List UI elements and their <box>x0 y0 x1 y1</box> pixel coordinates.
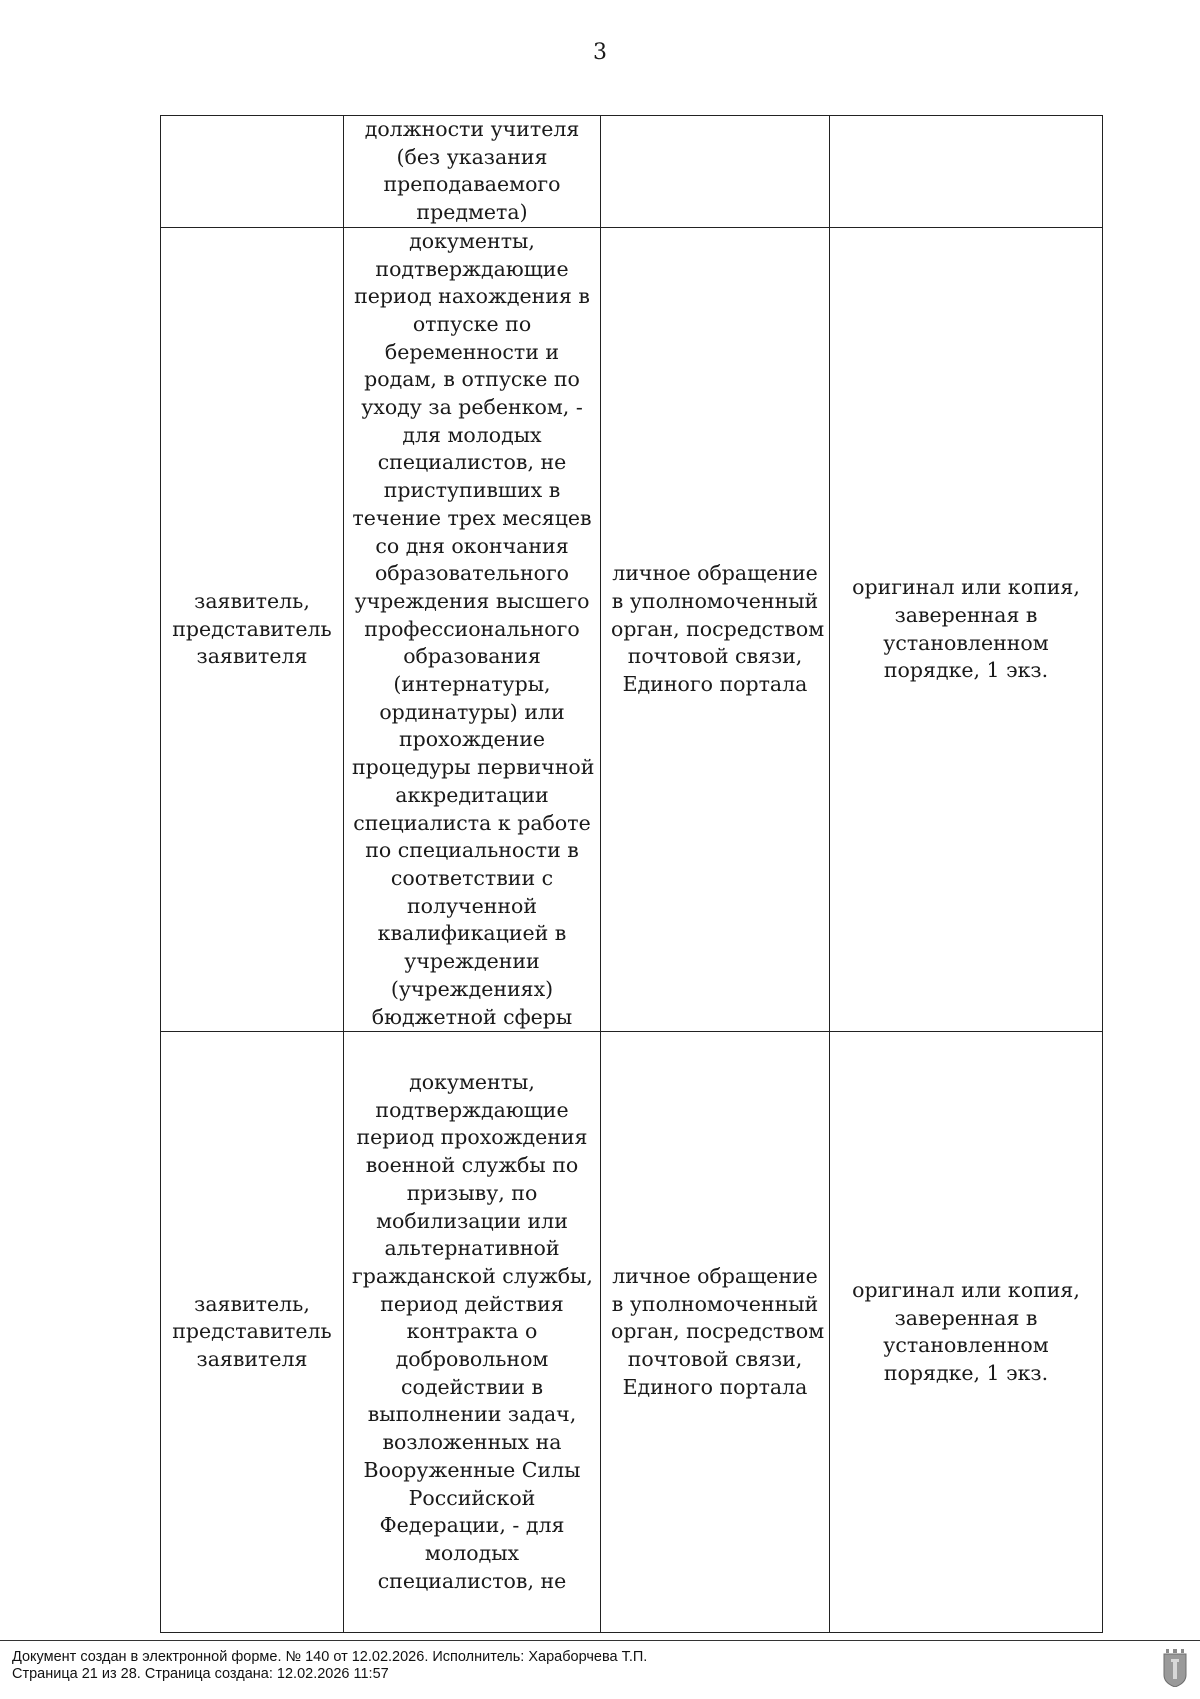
cell-text-line: почтовой связи, <box>627 644 803 669</box>
cell-text-line: для молодых <box>402 422 542 447</box>
cell-text-line: Федерации, - для <box>379 1513 565 1538</box>
document-form-cell <box>830 1032 1103 1633</box>
submission-method-cell <box>601 227 830 1031</box>
cell-text-line: образовательного <box>374 561 570 586</box>
cell-text-line: альтернативной <box>384 1236 560 1261</box>
document-form-cell <box>830 227 1103 1031</box>
footer-line-2: Страница 21 из 28. Страница создана: 12.02.2026 11:57 <box>12 1665 389 1682</box>
submission-method-cell <box>601 116 830 228</box>
table-row <box>161 227 1103 1031</box>
page-number: 3 <box>593 40 607 65</box>
cell-text-line: со дня окончания <box>375 533 569 558</box>
cell-text-line: период действия <box>380 1291 564 1316</box>
cell-text-line: процедуры первичной <box>352 755 595 780</box>
documents-cell <box>344 1032 601 1633</box>
cell-text-line: профессионального <box>364 616 580 641</box>
cell-text-line: подтверждающие <box>375 256 569 281</box>
cell-text-line: возложенных на <box>382 1430 562 1455</box>
cell-text-line: личное обращение <box>612 1263 818 1288</box>
cell-text-line: учреждения высшего <box>354 588 590 613</box>
cell-text-line: в уполномоченный <box>611 1291 819 1316</box>
cell-text-line: отпуске по <box>412 311 532 336</box>
cell-text-line: должности учителя <box>364 117 580 141</box>
cell-text-line: уходу за ребенком, - <box>361 395 583 420</box>
cell-text-line: Вооруженные Силы <box>363 1457 581 1482</box>
cell-text-line: представитель <box>172 616 332 641</box>
cell-text-line: призыву, по <box>406 1180 538 1205</box>
cell-text-line: течение трех месяцев <box>352 505 592 530</box>
cell-text-line: специалистов, не <box>377 1568 567 1593</box>
table-row <box>161 116 1103 228</box>
cell-text-line: орган, посредством <box>611 616 825 641</box>
cell-text-line: личное обращение <box>612 561 818 586</box>
cell-text-line: (без указания <box>396 144 548 169</box>
cell-text-line: преподаваемого <box>383 172 561 197</box>
cell-text-line: Единого портала <box>622 1374 808 1399</box>
cell-text-line: молодых <box>424 1540 520 1565</box>
cell-text-line: установленном <box>883 1333 1049 1358</box>
cell-text-line: учреждении <box>404 949 540 974</box>
cell-text-line: заявитель, <box>194 1291 310 1316</box>
cell-text-line: документы, <box>409 228 535 253</box>
cell-text-line: (интернатуры, <box>393 672 551 697</box>
cell-text-line: родам, в отпуске по <box>364 367 580 392</box>
cell-text-line: квалификацией в <box>377 921 567 946</box>
submission-method-cell <box>601 1032 830 1633</box>
cell-text-line: соответствии с <box>390 865 554 890</box>
cell-text-line: почтовой связи, <box>627 1347 803 1372</box>
cell-text-line: заявитель, <box>194 588 310 613</box>
cell-text-line: документы, <box>409 1070 535 1095</box>
cell-text-line: заявителя <box>196 1347 308 1372</box>
cell-text-line: заверенная в <box>894 602 1038 627</box>
footer-line-1: Документ создан в электронной форме. № 140 от 12.02.2026. Исполнитель: Хараборчева Т.П. <box>12 1649 648 1665</box>
cell-text-line: в уполномоченный <box>611 588 819 613</box>
cell-text-line: порядке, 1 экз. <box>883 1360 1049 1385</box>
cell-text-line: оригинал или копия, <box>852 575 1080 600</box>
cell-text-line: (учреждениях) <box>390 976 554 1001</box>
documents-cell <box>344 116 601 228</box>
cell-text-line: бюджетной сферы <box>371 1004 573 1029</box>
cell-text-line: подтверждающие <box>375 1097 569 1122</box>
cell-text-line: заявителя <box>196 644 308 669</box>
applicant-cell <box>161 1032 344 1633</box>
cell-text-line: образования <box>403 644 541 669</box>
documents-cell <box>344 227 601 1031</box>
cell-text-line: установленном <box>883 630 1049 655</box>
cell-text-line: по специальности в <box>365 838 579 863</box>
cell-text-line: порядке, 1 экз. <box>883 658 1049 683</box>
cell-text-line: полученной <box>406 893 538 918</box>
document-form-cell <box>830 116 1103 228</box>
cell-text-line: оригинал или копия, <box>852 1277 1080 1302</box>
cell-text-line: Единого портала <box>622 672 808 697</box>
cell-text-line: ординатуры) или <box>379 699 565 724</box>
cell-text-line: Российской <box>408 1485 536 1510</box>
cell-text-line: содействии в <box>401 1374 543 1399</box>
cell-text-line: период нахождения в <box>354 284 590 309</box>
document-footer <box>0 1640 1200 1699</box>
cell-text-line: добровольном <box>395 1347 549 1372</box>
footer-text <box>12 1649 647 1682</box>
cell-text-line: предмета) <box>416 200 528 225</box>
cell-text-line: аккредитации <box>395 782 549 807</box>
applicant-cell <box>161 227 344 1031</box>
documents-table <box>160 115 1103 1633</box>
cell-text-line: беременности и <box>384 339 560 364</box>
cell-text-line: военной службы по <box>365 1153 579 1178</box>
cell-text-line: приступивших в <box>383 478 561 503</box>
cell-text-line: гражданской службы, <box>352 1263 593 1288</box>
coat-of-arms-icon <box>1162 1649 1188 1687</box>
cell-text-line: мобилизации или <box>376 1208 568 1233</box>
cell-text-line: заверенная в <box>894 1305 1038 1330</box>
cell-text-line: контракта о <box>406 1319 538 1344</box>
cell-text-line: прохождение <box>398 727 546 752</box>
applicant-cell <box>161 116 344 228</box>
cell-text-line: представитель <box>172 1319 332 1344</box>
cell-text-line: период прохождения <box>356 1125 588 1150</box>
cell-text-line: специалиста к работе <box>353 810 591 835</box>
cell-text-line: выполнении задач, <box>367 1402 577 1427</box>
cell-text-line: специалистов, не <box>377 450 567 475</box>
table-row <box>161 1032 1103 1633</box>
cell-text-line: орган, посредством <box>611 1319 825 1344</box>
